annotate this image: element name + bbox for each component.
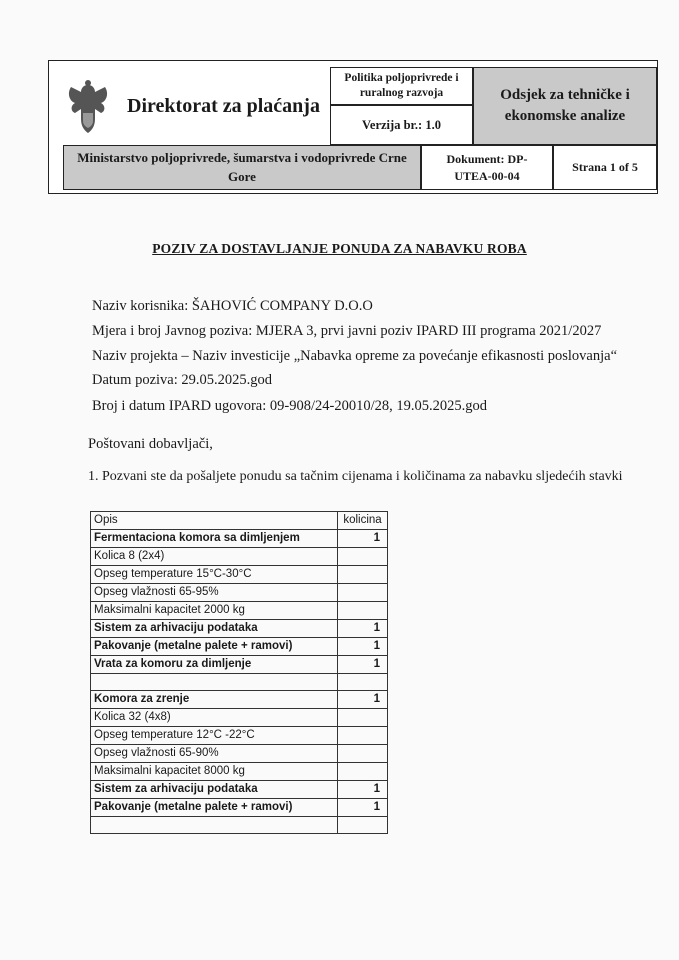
item-description [91,817,338,834]
table-row [91,602,388,620]
date-line: Datum poziva: 29.05.2025.god [92,372,273,388]
version-label: Verzija br.: 1.0 [330,105,473,145]
department-label: Odsjek za tehničke i ekonomske analize [473,67,657,145]
item-description: Sistem za arhivaciju podataka [91,620,338,638]
ministry-label: Ministarstvo poljoprivrede, šumarstva i vodoprivrede Crne Gore [63,145,421,190]
items-table [90,511,388,834]
item-description: Vrata za komoru za dimljenje [91,656,338,674]
item-description: Kolica 8 (2x4) [91,548,338,566]
item-description: Pakovanje (metalne palete + ramovi) [91,638,338,656]
table-row [91,763,388,781]
item-quantity [338,602,388,620]
table-row [91,709,388,727]
item-quantity [338,727,388,745]
table-row [91,799,388,817]
item-description: Opseg temperature 12°C -22°C [91,727,338,745]
beneficiary-line: Naziv korisnika: ŠAHOVIĆ COMPANY D.O.O [92,298,373,314]
policy-label: Politika poljoprivrede i ruralnog razvoja [330,67,473,105]
item-quantity: 1 [338,691,388,709]
item-description: Maksimalni kapacitet 8000 kg [91,763,338,781]
table-header-desc: Opis [91,512,338,530]
item-quantity [338,548,388,566]
item-quantity: 1 [338,799,388,817]
item-description: Kolica 32 (4x8) [91,709,338,727]
table-row [91,817,388,834]
item-description: Opseg vlažnosti 65-90% [91,745,338,763]
table-header-row [91,512,388,530]
table-row [91,566,388,584]
table-row [91,781,388,799]
table-row [91,656,388,674]
table-row [91,691,388,709]
item-quantity [338,566,388,584]
item-quantity [338,584,388,602]
item-quantity [338,763,388,781]
item-description: Komora za zrenje [91,691,338,709]
measure-line: Mjera i broj Javnog poziva: MJERA 3, prvi javni poziv IPARD III programa 2021/2027 [92,323,602,339]
table-row [91,530,388,548]
item-quantity: 1 [338,620,388,638]
project-line: Naziv projekta – Naziv investicije „Nabavka opreme za povećanje efikasnosti poslovanja“ [92,348,618,364]
table-row [91,620,388,638]
document-number: Dokument: DP-UTEA-00-04 [421,145,553,190]
page-number: Strana 1 of 5 [553,145,657,190]
table-row [91,674,388,691]
table-row [91,638,388,656]
table-row [91,745,388,763]
item-quantity [338,674,388,691]
page-title: POZIV ZA DOSTAVLJANJE PONUDA ZA NABAVKU ROBA [152,241,527,256]
item-description: Sistem za arhivaciju podataka [91,781,338,799]
directorate-title: Direktorat za plaćanja [127,94,320,117]
item-quantity: 1 [338,530,388,548]
item-quantity: 1 [338,781,388,799]
item-description [91,674,338,691]
item-quantity [338,745,388,763]
item-description: Fermentaciona komora sa dimljenjem [91,530,338,548]
item-description: Pakovanje (metalne palete + ramovi) [91,799,338,817]
coat-of-arms-icon [63,79,113,135]
table-row [91,548,388,566]
table-body [91,530,388,834]
item-quantity: 1 [338,656,388,674]
table-header-qty: kolicina [338,512,388,530]
item-quantity: 1 [338,638,388,656]
greeting-line: Poštovani dobavljači, [88,436,213,452]
contract-line: Broj i datum IPARD ugovora: 09-908/24-20010/28, 19.05.2025.god [92,398,487,414]
item-quantity [338,817,388,834]
point-1-line: 1. Pozvani ste da pošaljete ponudu sa tačnim cijenama i količinama za nabavku sljedećih stavki [88,469,623,484]
item-description: Maksimalni kapacitet 2000 kg [91,602,338,620]
table-row [91,584,388,602]
document-header [48,60,658,194]
table-row [91,727,388,745]
item-description: Opseg temperature 15°C-30°C [91,566,338,584]
item-quantity [338,709,388,727]
item-description: Opseg vlažnosti 65-95% [91,584,338,602]
